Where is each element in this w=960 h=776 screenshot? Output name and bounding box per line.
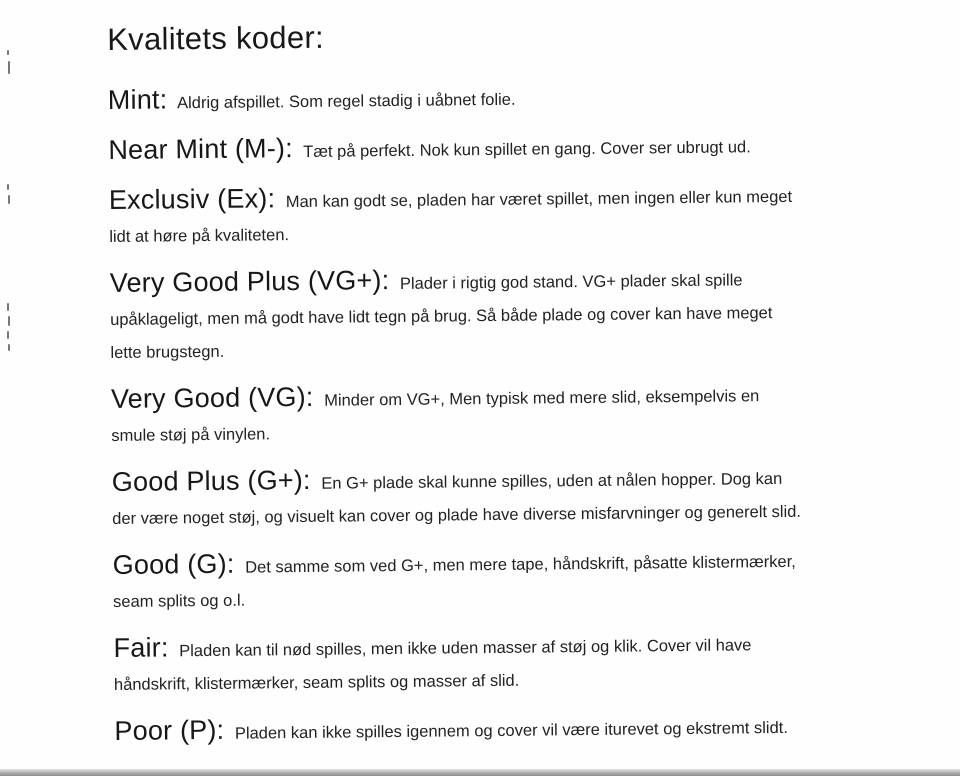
quality-entry-mint (108, 77, 800, 121)
quality-description: Man kan godt se, pladen har været spillet, men ingen eller kun meget lidt at høre på kvaliteten. (109, 187, 793, 246)
scan-mark (8, 195, 10, 204)
quality-description: Minder om VG+, Men typisk med mere slid, eksempelvis en smule støj på vinylen. (111, 387, 760, 445)
quality-entry-good-plus (112, 459, 805, 536)
quality-description: Pladen kan til nød spilles, men ikke uden masser af støj og klik. Cover vil have håndskrift, klistermærker, seam splits og masser af slid. (113, 636, 752, 694)
quality-description: Pladen kan ikke spilles igennem og cover vil være iturevet og ekstremt slidt. (234, 718, 788, 743)
quality-term: Exclusiv (Ex): (108, 183, 276, 215)
quality-term: Mint: (107, 84, 168, 115)
scan-mark (8, 61, 10, 74)
quality-entry-very-good (111, 376, 804, 453)
quality-term: Very Good Plus (VG+): (109, 265, 390, 298)
quality-description: Tæt på perfekt. Nok kun spillet en gang. Cover ser ubrugt ud. (303, 138, 751, 161)
quality-description: En G+ plade skal kunne spilles, uden at nålen hopper. Dog kan der være noget støj, og visuelt kan cover og plade have diverse misfarvninger og generelt slid. (112, 469, 802, 528)
page-title: Kvalitets koder: (107, 19, 325, 57)
quality-entry-poor (114, 708, 806, 752)
quality-entry-fair (113, 625, 806, 702)
quality-term: Fair: (113, 632, 169, 663)
scan-mark (8, 316, 10, 326)
quality-entry-good (113, 542, 806, 619)
quality-term: Poor (P): (114, 714, 225, 746)
quality-term: Near Mint (M-): (108, 133, 294, 165)
quality-term: Good Plus (G+): (111, 464, 311, 497)
scan-mark (7, 184, 9, 190)
quality-description: Plader i rigtig god stand. VG+ plader skal spille upåklageligt, men må godt have lidt tegn på brug. Så både plade og cover kan have meget lette brugstegn. (110, 271, 773, 362)
scan-mark (7, 331, 9, 339)
quality-description: Aldrig afspillet. Som regel stadig i uåbnet folie. (176, 90, 516, 113)
quality-term: Good (G): (112, 548, 235, 580)
quality-entry-very-good-plus (110, 260, 803, 370)
scan-edge-bottom (0, 769, 960, 776)
quality-entry-near-mint (108, 127, 800, 171)
scan-mark (7, 303, 9, 311)
quality-entry-exclusiv (109, 177, 802, 254)
document-content (107, 13, 807, 765)
quality-description: Det samme som ved G+, men mere tape, håndskrift, påsatte klistermærker, seam splits og o.l. (113, 552, 796, 611)
scan-mark (8, 344, 10, 351)
quality-term: Very Good (VG): (110, 381, 314, 414)
scan-mark (7, 50, 9, 55)
